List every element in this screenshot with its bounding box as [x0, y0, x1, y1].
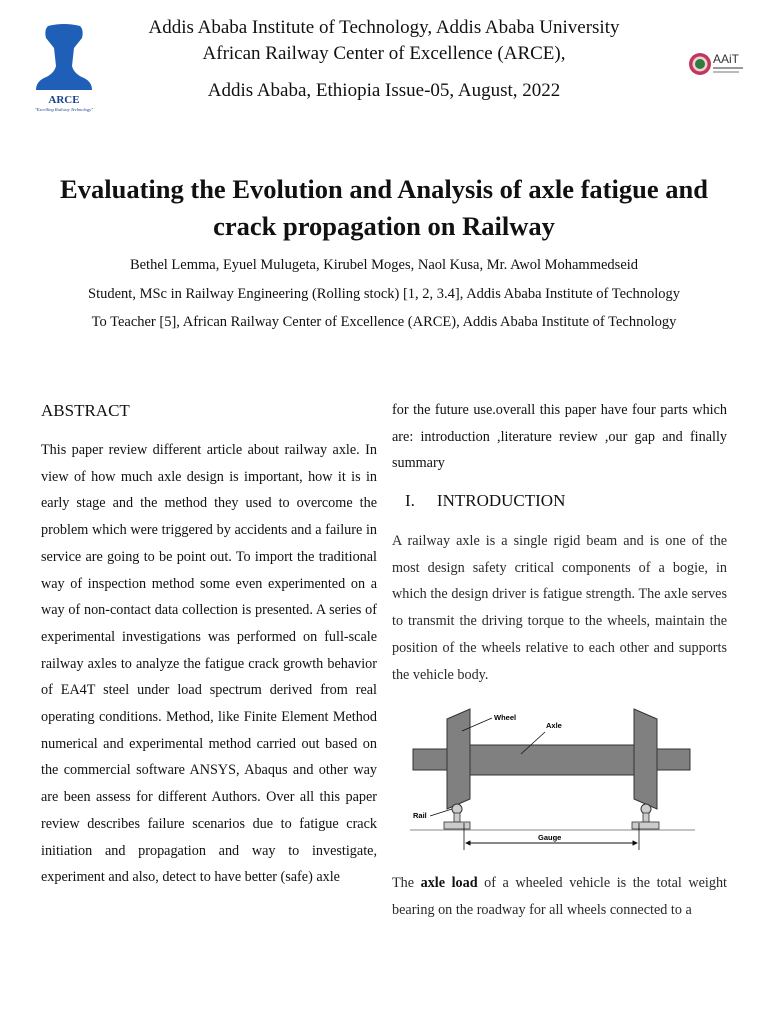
wheelset-figure	[410, 705, 695, 850]
axle-label: Axle	[546, 721, 562, 730]
axle-load-text-rest: of a wheeled vehicle is the total weight bearing on the roadway for all wheels connected to a	[392, 875, 727, 918]
axle-body	[468, 745, 636, 775]
wheel-right	[634, 709, 657, 809]
introduction-title: INTRODUCTION	[436, 491, 566, 510]
axle-journal-left	[413, 749, 447, 770]
axle-load-term: axle load	[420, 875, 478, 891]
abstract-continuation-text: for the future use.overall this paper have four parts which are: introduction ,literature review ,our gap and finally summary	[392, 402, 727, 472]
paper-affiliation-teacher: To Teacher [5], African Railway Center of Excellence (ARCE), Addis Ababa Institute of Technology	[91, 314, 677, 330]
rail-label: Rail	[413, 811, 427, 820]
header-location-issue: Addis Ababa, Ethiopia Issue-05, August, 2022	[207, 80, 561, 101]
arce-logo-tagline: "Excelling Railway Technology"	[34, 107, 94, 112]
rail-leader-line	[430, 809, 452, 816]
rail-head-left	[452, 804, 462, 814]
paper-title: Evaluating the Evolution and Analysis of axle fatigue and crack propagation on Railway	[60, 174, 708, 241]
header-center: African Railway Center of Excellence (ARCE),	[202, 43, 566, 64]
abstract-text: This paper review different article about railway axle. In view of how much axle design is important, how it is in early stage and the method they used to overcome the problem which were triggered by accidents and a failure in service are going to be point out. To import the traditional way of inspection method some even experimented on a way of non-contact data collection is presented. A series of experimental investigations was performed on full-scale railway axles to analyze the fatigue crack growth behavior of EA4T steel under load spectrum derived from real operating conditions. Method, like Finite Element Method numerical and experimental method carried out based on the commercial software ANSYS, Abaqus and other way are been assess for different Authors. Over all this paper review describes failure scenarios due to fatigue crack initiation and propagation and way to investigate, experiment and also, detect to have better (safe) axle	[41, 442, 377, 886]
axle-load-paragraph	[392, 870, 727, 923]
aait-logo-subtext-line	[713, 71, 739, 73]
paper-affiliation-students: Student, MSc in Railway Engineering (Rolling stock) [1, 2, 3.4], Addis Ababa Institute of Technology	[88, 286, 680, 302]
introduction-number: I.	[405, 491, 415, 510]
paper-authors: Bethel Lemma, Eyuel Mulugeta, Kirubel Moges, Naol Kusa, Mr. Awol Mohammedseid	[129, 257, 639, 273]
introduction-heading	[405, 491, 565, 511]
aait-logo-subtext-line	[713, 67, 743, 69]
abstract-continuation	[392, 397, 727, 477]
introduction-body	[392, 528, 727, 688]
abstract-body	[41, 437, 377, 891]
rail-foot-left	[444, 822, 470, 829]
wheel-label: Wheel	[494, 713, 517, 722]
axle-journal-right	[655, 749, 690, 770]
rail-head-right	[641, 804, 651, 814]
aait-logo-text: AAiT	[713, 52, 740, 66]
wheel-left	[447, 709, 470, 809]
axle-load-text-start: The	[392, 875, 421, 891]
introduction-text: A railway axle is a single rigid beam and is one of the most design safety critical components of a bogie, in which the design driver is fatigue strength. The axle serves to transmit the driving torque to the wheels, maintain the position of the wheels relative to each other and supports the vehicle body.	[392, 533, 727, 683]
header-institution: Addis Ababa Institute of Technology, Addis Ababa University	[148, 17, 620, 38]
rail-web-right	[643, 813, 649, 822]
axle-load-text	[392, 870, 727, 923]
rail-web-left	[454, 813, 460, 822]
gauge-label: Gauge	[538, 833, 562, 842]
abstract-heading: ABSTRACT	[41, 401, 130, 420]
rail-foot-right	[632, 822, 659, 829]
arce-logo-text: ARCE	[48, 94, 80, 106]
